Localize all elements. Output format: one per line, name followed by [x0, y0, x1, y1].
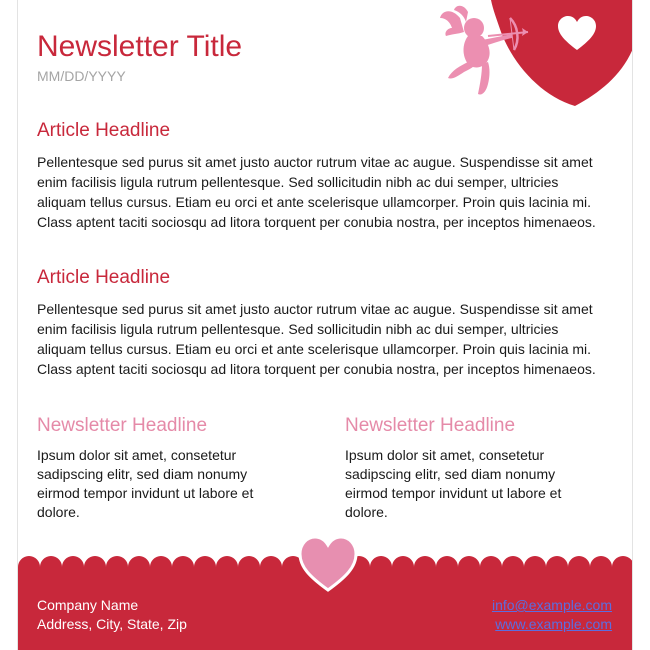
column-body: Ipsum dolor sit amet, consetetur sadipscing elitr, sed diam nonumy eirmod tempor invidunt ut labore et dolore. — [345, 447, 562, 520]
newsletter-title: Newsletter Title — [37, 30, 243, 63]
newsletter-date: MM/DD/YYYY — [37, 68, 126, 84]
cupid-icon — [438, 4, 530, 98]
company-address: Address, City, State, Zip — [37, 616, 187, 632]
column-body: Ipsum dolor sit amet, consetetur sadipscing elitr, sed diam nonumy eirmod tempor invidunt ut labore et dolore. — [37, 447, 254, 520]
footer-heart-icon — [297, 533, 359, 593]
article-body: Pellentesque sed purus sit amet justo auctor rutrum vitae ac augue. Suspendisse sit amet enim facilisis ligula rutrum pellentesque. Sed sollicitudin nibh ac dui semper, ultricies aliquam tellus cursus. Etiam eu orci et ante scelerisque ullamcorper. Proin quis lacinia mi. Class aptent taciti sociosqu ad litora torquent per conubia nostra, per inceptos himenaeos. — [37, 301, 596, 377]
newsletter-sheet — [17, 0, 633, 650]
article-headline: Article Headline — [37, 267, 171, 288]
website-link[interactable]: www.example.com — [495, 616, 612, 632]
article-headline: Article Headline — [37, 120, 171, 141]
article-body: Pellentesque sed purus sit amet justo auctor rutrum vitae ac augue. Suspendisse sit amet enim facilisis ligula rutrum pellentesque. Sed sollicitudin nibh ac dui semper, ultricies aliquam tellus cursus. Etiam eu orci et ante scelerisque ullamcorper. Proin quis lacinia mi. Class aptent taciti sociosqu ad litora torquent per conubia nostra, per inceptos himenaeos. — [37, 154, 596, 230]
company-name: Company Name — [37, 597, 139, 613]
column-headline: Newsletter Headline — [37, 415, 208, 436]
column-headline: Newsletter Headline — [345, 415, 516, 436]
white-heart-icon — [557, 15, 597, 51]
email-link[interactable]: info@example.com — [491, 597, 612, 613]
